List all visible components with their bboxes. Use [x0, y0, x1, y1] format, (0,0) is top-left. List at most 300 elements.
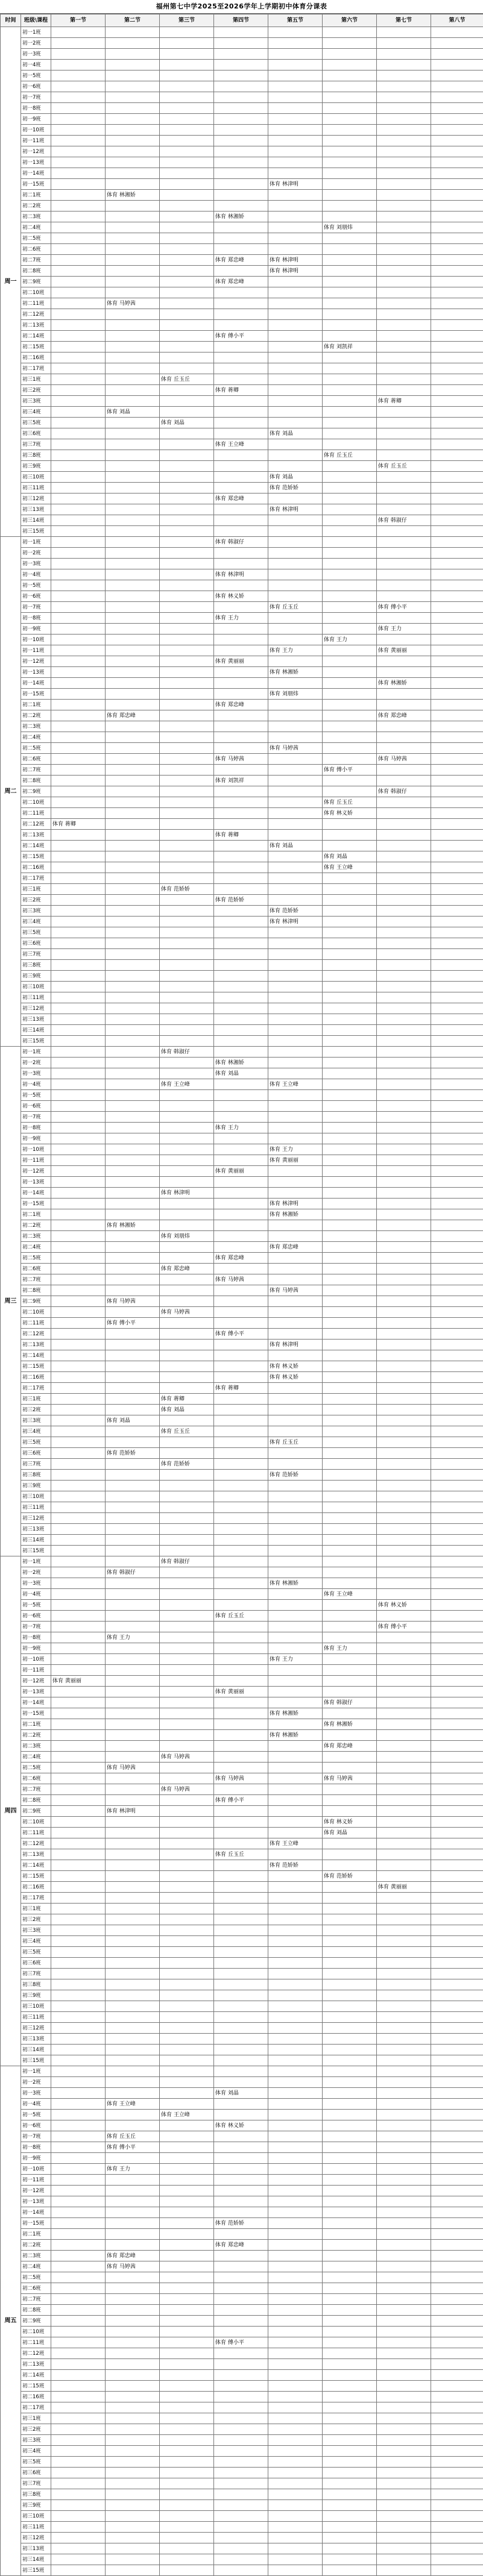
schedule-slot: [323, 645, 377, 656]
schedule-slot: [106, 1817, 160, 1828]
class-name: 初二15班: [21, 342, 51, 353]
schedule-slot: [51, 1763, 106, 1773]
schedule-slot: [377, 1274, 431, 1285]
schedule-slot: [268, 2055, 323, 2066]
schedule-slot: [377, 2131, 431, 2142]
schedule-slot: [377, 1383, 431, 1394]
schedule-slot: [323, 71, 377, 81]
schedule-slot: [323, 2261, 377, 2272]
schedule-slot: [214, 1567, 268, 1578]
schedule-slot: [214, 917, 268, 927]
schedule-slot: [214, 1990, 268, 2001]
schedule-slot: [431, 2381, 483, 2392]
schedule-slot: [431, 2489, 483, 2500]
schedule-slot: [268, 960, 323, 971]
schedule-slot: [214, 786, 268, 797]
schedule-slot: [268, 1806, 323, 1817]
schedule-slot: [51, 2077, 106, 2088]
schedule-slot: [160, 960, 214, 971]
schedule-slot: [431, 353, 483, 363]
class-name: 初一12班: [21, 2186, 51, 2196]
schedule-slot: [431, 613, 483, 624]
schedule-slot: [106, 645, 160, 656]
schedule-slot: 体育 范娇娇: [268, 1470, 323, 1481]
schedule-slot: [377, 2164, 431, 2175]
schedule-slot: [431, 114, 483, 125]
schedule-slot: [106, 917, 160, 927]
schedule-slot: [431, 1556, 483, 1567]
schedule-slot: [323, 1622, 377, 1632]
schedule-slot: [214, 1470, 268, 1481]
schedule-slot: [377, 472, 431, 483]
schedule-slot: [214, 1546, 268, 1556]
schedule-slot: [51, 1849, 106, 1860]
schedule-slot: [51, 1481, 106, 1491]
schedule-slot: 体育 林津明: [268, 255, 323, 266]
schedule-slot: [377, 1632, 431, 1643]
schedule-slot: [214, 624, 268, 635]
schedule-slot: [268, 2110, 323, 2120]
class-name: 初二11班: [21, 2337, 51, 2348]
schedule-slot: [268, 1481, 323, 1491]
schedule-slot: [160, 1676, 214, 1687]
schedule-slot: [377, 2251, 431, 2261]
schedule-slot: [106, 2446, 160, 2457]
class-name: 初三6班: [21, 1448, 51, 1459]
schedule-slot: [214, 1437, 268, 1448]
schedule-slot: [214, 1209, 268, 1220]
schedule-slot: 体育 范娇娇: [214, 895, 268, 906]
class-name: 初一8班: [21, 2142, 51, 2153]
class-name: 初三12班: [21, 2023, 51, 2034]
schedule-slot: [268, 2457, 323, 2468]
schedule-slot: [214, 819, 268, 830]
schedule-slot: [160, 1513, 214, 1524]
schedule-slot: [51, 71, 106, 81]
schedule-slot: [51, 277, 106, 287]
schedule-slot: [431, 732, 483, 743]
schedule-slot: [106, 1437, 160, 1448]
schedule-slot: [51, 1979, 106, 1990]
table-row: [1, 1025, 483, 1036]
schedule-slot: [323, 2240, 377, 2251]
schedule-slot: 体育 马婷茜: [377, 754, 431, 765]
schedule-slot: [106, 2327, 160, 2337]
schedule-slot: [323, 884, 377, 895]
schedule-slot: [160, 353, 214, 363]
schedule-slot: [160, 1795, 214, 1806]
schedule-slot: [106, 526, 160, 537]
table-row: [1, 2055, 483, 2066]
schedule-slot: [160, 2457, 214, 2468]
schedule-slot: [431, 103, 483, 114]
schedule-slot: [160, 1871, 214, 1882]
schedule-slot: [214, 1112, 268, 1123]
schedule-slot: [214, 1101, 268, 1112]
schedule-slot: [160, 797, 214, 808]
schedule-slot: [160, 1611, 214, 1622]
table-row: [1, 2153, 483, 2164]
class-name: 初三9班: [21, 1990, 51, 2001]
schedule-slot: [377, 1394, 431, 1405]
class-name: 初三4班: [21, 1936, 51, 1947]
schedule-slot: [377, 2446, 431, 2457]
schedule-slot: [268, 1383, 323, 1394]
schedule-slot: [323, 2565, 377, 2576]
schedule-slot: [106, 537, 160, 548]
schedule-slot: [160, 2359, 214, 2370]
schedule-slot: [323, 754, 377, 765]
schedule-slot: [323, 938, 377, 949]
schedule-slot: [214, 2099, 268, 2110]
class-name: 初三8班: [21, 960, 51, 971]
schedule-slot: [377, 136, 431, 146]
schedule-slot: [323, 1708, 377, 1719]
class-name: 初三5班: [21, 1947, 51, 1958]
schedule-slot: [268, 363, 323, 374]
class-name: 初二7班: [21, 255, 51, 266]
schedule-slot: [268, 2283, 323, 2294]
schedule-slot: [377, 2478, 431, 2489]
schedule-slot: [160, 765, 214, 776]
schedule-slot: [377, 1014, 431, 1025]
class-name: 初三11班: [21, 483, 51, 494]
schedule-slot: [431, 244, 483, 255]
schedule-slot: [377, 320, 431, 331]
class-name: 初三13班: [21, 1524, 51, 1535]
schedule-slot: [51, 1047, 106, 1058]
schedule-slot: [214, 1491, 268, 1502]
schedule-slot: 体育 范娇娇: [214, 2218, 268, 2229]
table-row: [1, 656, 483, 667]
table-row: [1, 927, 483, 938]
table-row: [1, 1383, 483, 1394]
schedule-slot: [377, 2218, 431, 2229]
schedule-slot: [51, 710, 106, 721]
schedule-slot: [51, 2500, 106, 2511]
schedule-slot: [106, 1058, 160, 1068]
schedule-slot: [377, 2055, 431, 2066]
class-name: 初三9班: [21, 2500, 51, 2511]
schedule-slot: [106, 461, 160, 472]
schedule-slot: [377, 1795, 431, 1806]
schedule-slot: [377, 1535, 431, 1546]
table-row: [1, 439, 483, 450]
schedule-slot: [160, 906, 214, 917]
table-row: [1, 92, 483, 103]
schedule-slot: [160, 1936, 214, 1947]
schedule-slot: [323, 244, 377, 255]
schedule-slot: [51, 2305, 106, 2316]
schedule-slot: [51, 2446, 106, 2457]
table-row: [1, 786, 483, 797]
schedule-slot: [323, 1058, 377, 1068]
schedule-slot: [377, 1871, 431, 1882]
schedule-slot: 体育 范娇娇: [160, 884, 214, 895]
schedule-slot: [431, 2034, 483, 2045]
schedule-slot: [51, 700, 106, 710]
table-row: [1, 1372, 483, 1383]
table-row: [1, 1285, 483, 1296]
schedule-slot: [214, 1340, 268, 1350]
class-name: 初一12班: [21, 656, 51, 667]
schedule-slot: [431, 287, 483, 298]
table-row: [1, 1947, 483, 1958]
schedule-slot: [431, 895, 483, 906]
schedule-slot: [160, 635, 214, 645]
schedule-slot: [106, 1253, 160, 1264]
schedule-slot: [51, 873, 106, 884]
schedule-slot: [268, 1090, 323, 1101]
schedule-slot: [268, 2164, 323, 2175]
schedule-slot: [106, 1264, 160, 1274]
schedule-slot: [160, 1383, 214, 1394]
schedule-slot: [268, 1253, 323, 1264]
schedule-slot: [106, 515, 160, 526]
table-row: [1, 732, 483, 743]
schedule-slot: 体育 蒋卿: [51, 819, 106, 830]
schedule-slot: [51, 765, 106, 776]
schedule-slot: [51, 157, 106, 168]
schedule-slot: [51, 1969, 106, 1979]
schedule-slot: [106, 1979, 160, 1990]
schedule-slot: [431, 2413, 483, 2424]
schedule-slot: [160, 841, 214, 851]
schedule-slot: [323, 277, 377, 287]
schedule-slot: [431, 439, 483, 450]
table-row: [1, 1687, 483, 1697]
schedule-slot: [106, 2207, 160, 2218]
schedule-slot: [323, 2337, 377, 2348]
schedule-slot: [160, 1101, 214, 1112]
schedule-slot: [268, 1274, 323, 1285]
schedule-slot: [268, 2424, 323, 2435]
schedule-slot: [377, 2283, 431, 2294]
class-name: 初二9班: [21, 786, 51, 797]
schedule-slot: [268, 396, 323, 407]
schedule-slot: [51, 2153, 106, 2164]
schedule-slot: [268, 2337, 323, 2348]
schedule-slot: [431, 1101, 483, 1112]
schedule-slot: [268, 1687, 323, 1697]
table-row: [1, 1502, 483, 1513]
schedule-slot: [268, 125, 323, 136]
schedule-slot: [431, 233, 483, 244]
schedule-slot: [377, 1426, 431, 1437]
schedule-slot: [431, 1350, 483, 1361]
schedule-slot: [51, 1090, 106, 1101]
schedule-slot: [214, 689, 268, 700]
schedule-slot: [51, 2522, 106, 2533]
table-row: [1, 797, 483, 808]
schedule-slot: [214, 1090, 268, 1101]
table-row: [1, 1112, 483, 1123]
schedule-slot: [323, 667, 377, 678]
schedule-slot: [51, 1752, 106, 1763]
class-name: 初二12班: [21, 1838, 51, 1849]
schedule-slot: [214, 298, 268, 309]
schedule-slot: [160, 2088, 214, 2099]
class-name: 初一3班: [21, 559, 51, 569]
schedule-slot: [323, 1296, 377, 1307]
schedule-slot: [268, 1177, 323, 1188]
table-row: [1, 2196, 483, 2207]
schedule-slot: [431, 60, 483, 71]
schedule-slot: [106, 2240, 160, 2251]
schedule-slot: 体育 刘凯祥: [323, 342, 377, 353]
schedule-slot: [51, 2218, 106, 2229]
class-name: 初三3班: [21, 906, 51, 917]
schedule-slot: [51, 1719, 106, 1730]
schedule-slot: [323, 1101, 377, 1112]
schedule-slot: [323, 2511, 377, 2522]
schedule-slot: [214, 1719, 268, 1730]
schedule-slot: [106, 2218, 160, 2229]
class-name: 初二5班: [21, 1763, 51, 1773]
schedule-slot: [323, 2359, 377, 2370]
schedule-slot: [214, 992, 268, 1003]
schedule-slot: [377, 2435, 431, 2446]
schedule-slot: [323, 1513, 377, 1524]
schedule-slot: [268, 2175, 323, 2186]
schedule-slot: [377, 1513, 431, 1524]
schedule-slot: [377, 1003, 431, 1014]
schedule-slot: [431, 385, 483, 396]
schedule-slot: [160, 1491, 214, 1502]
schedule-slot: [51, 1285, 106, 1296]
schedule-slot: [377, 407, 431, 418]
schedule-slot: [431, 2348, 483, 2359]
table-row: [1, 1209, 483, 1220]
schedule-slot: [323, 1426, 377, 1437]
schedule-slot: 体育 林湘娇: [268, 1578, 323, 1589]
schedule-slot: [431, 537, 483, 548]
schedule-slot: [377, 841, 431, 851]
schedule-slot: 体育 韩淑仔: [214, 537, 268, 548]
schedule-slot: [377, 2316, 431, 2327]
schedule-slot: [323, 157, 377, 168]
schedule-slot: [377, 2240, 431, 2251]
schedule-slot: [214, 472, 268, 483]
table-row: [1, 363, 483, 374]
schedule-slot: [268, 212, 323, 222]
schedule-slot: [323, 786, 377, 797]
schedule-slot: [214, 1242, 268, 1253]
schedule-slot: [106, 927, 160, 938]
schedule-slot: [377, 884, 431, 895]
schedule-slot: [106, 1405, 160, 1415]
schedule-slot: [323, 992, 377, 1003]
schedule-slot: [214, 1578, 268, 1589]
schedule-slot: [323, 2142, 377, 2153]
class-name: 初三12班: [21, 1003, 51, 1014]
class-name: 初一6班: [21, 81, 51, 92]
table-row: [1, 1459, 483, 1470]
schedule-slot: 体育 韩淑仔: [377, 786, 431, 797]
schedule-slot: [431, 2088, 483, 2099]
schedule-slot: [214, 2392, 268, 2402]
table-row: [1, 1860, 483, 1871]
schedule-slot: [106, 732, 160, 743]
schedule-slot: [160, 830, 214, 841]
schedule-slot: [377, 797, 431, 808]
class-name: 初二3班: [21, 1741, 51, 1752]
schedule-slot: [268, 949, 323, 960]
table-row: [1, 2392, 483, 2402]
schedule-slot: [106, 494, 160, 504]
schedule-slot: [377, 1893, 431, 1904]
table-row: [1, 1806, 483, 1817]
class-name: 初三6班: [21, 428, 51, 439]
class-name: 初一14班: [21, 2207, 51, 2218]
schedule-slot: [214, 1415, 268, 1426]
schedule-slot: [160, 2229, 214, 2240]
class-name: 初三15班: [21, 1036, 51, 1047]
table-row: [1, 1925, 483, 1936]
schedule-slot: [323, 700, 377, 710]
table-row: [1, 2413, 483, 2424]
schedule-slot: [431, 1329, 483, 1340]
schedule-slot: [51, 938, 106, 949]
schedule-slot: 体育 刘晶: [214, 1068, 268, 1079]
schedule-slot: [377, 2110, 431, 2120]
schedule-slot: [323, 2099, 377, 2110]
schedule-slot: [431, 635, 483, 645]
class-name: 初一8班: [21, 103, 51, 114]
schedule-slot: [268, 548, 323, 559]
schedule-slot: [377, 2175, 431, 2186]
schedule-slot: [214, 2370, 268, 2381]
schedule-slot: [268, 1036, 323, 1047]
schedule-slot: [323, 494, 377, 504]
schedule-slot: [268, 1524, 323, 1535]
schedule-slot: [51, 1014, 106, 1025]
schedule-slot: [214, 2533, 268, 2543]
table-row: [1, 287, 483, 298]
schedule-slot: [106, 277, 160, 287]
table-row: [1, 1535, 483, 1546]
schedule-slot: [160, 2413, 214, 2424]
schedule-slot: [377, 2565, 431, 2576]
schedule-slot: [377, 38, 431, 49]
schedule-slot: [323, 1025, 377, 1036]
schedule-slot: [51, 407, 106, 418]
schedule-slot: [268, 1188, 323, 1199]
class-name: 初一11班: [21, 1155, 51, 1166]
schedule-slot: [377, 179, 431, 190]
schedule-slot: [377, 1925, 431, 1936]
schedule-slot: 体育 林义娇: [214, 591, 268, 602]
schedule-slot: [323, 1535, 377, 1546]
schedule-slot: [51, 1882, 106, 1893]
schedule-slot: 体育 刘晶: [214, 2088, 268, 2099]
schedule-slot: [323, 624, 377, 635]
table-row: [1, 27, 483, 38]
schedule-slot: [160, 2337, 214, 2348]
table-row: [1, 710, 483, 721]
schedule-slot: [431, 1003, 483, 1014]
table-row: [1, 678, 483, 689]
schedule-slot: [160, 2023, 214, 2034]
class-name: 初二3班: [21, 2251, 51, 2261]
schedule-slot: [160, 1882, 214, 1893]
schedule-slot: [51, 2381, 106, 2392]
schedule-slot: 体育 林津明: [268, 917, 323, 927]
schedule-slot: 体育 刘晶: [268, 472, 323, 483]
schedule-slot: [268, 2261, 323, 2272]
schedule-slot: [51, 1003, 106, 1014]
class-name: 初二8班: [21, 1795, 51, 1806]
